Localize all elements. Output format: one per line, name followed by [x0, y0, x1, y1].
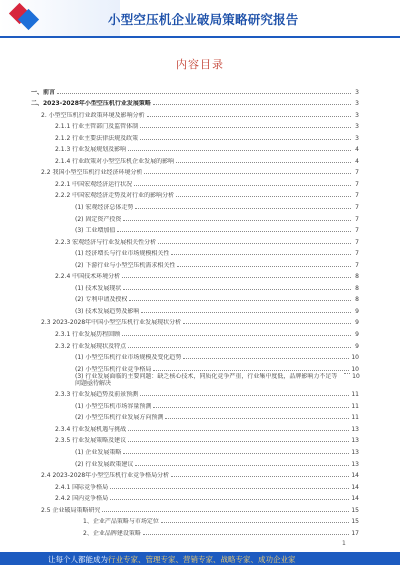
footer-slogan — [48, 554, 296, 565]
toc-leader-dots — [161, 522, 350, 523]
toc-entry-page: 7 — [355, 169, 359, 177]
toc-entry[interactable] — [31, 361, 359, 373]
toc-entry-page: 8 — [355, 296, 359, 304]
toc-entry-title: 2.2.4 中国技术环境分析 — [55, 273, 121, 281]
toc-entry[interactable] — [31, 84, 359, 96]
toc-entry-title: 2.3.2 行业发展现状及特点 — [55, 342, 127, 350]
toc-entry-title: 2、企业品牌建设策略 — [83, 529, 141, 537]
toc-entry-title: 2.1.3 行业发展规划及影响 — [55, 146, 127, 154]
toc-entry[interactable] — [31, 211, 359, 223]
toc-entry-title: (1) 宏观经济总体走势 — [75, 204, 134, 212]
toc-entry-page: 11 — [351, 414, 359, 422]
toc-leader-dots — [141, 312, 351, 313]
toc-entry-page: 13 — [351, 437, 359, 445]
toc-entry-title: 2.2.1 中国宏观经济运行状况 — [55, 180, 133, 188]
toc-entry-title: 2.3.4 行业发展机遇与挑战 — [55, 425, 127, 433]
toc-entry-page: 10 — [351, 365, 359, 373]
footer-highlight: 行业专家、管理专家、营销专家、战略专家、成功企业家 — [108, 555, 296, 564]
toc-leader-dots — [176, 196, 351, 197]
toc-entry-title: (2) 小型空压机行业发展方向预测 — [75, 414, 164, 422]
toc-entry-page: 11 — [351, 391, 359, 399]
toc-entry-page: 7 — [355, 227, 359, 235]
toc-leader-dots — [147, 116, 351, 117]
toc-leader-dots — [122, 335, 351, 336]
footer-lead: 让每个人都能成为 — [48, 555, 108, 564]
report-title: 小型空压机企业破局策略研究报告 — [108, 12, 299, 27]
page-number: 1 — [342, 540, 346, 547]
toc-entry[interactable] — [31, 421, 359, 433]
toc-heading: 内容目录 — [176, 58, 224, 71]
company-logo-icon — [10, 4, 38, 32]
toc-entry-page: 10 — [351, 354, 359, 362]
toc-entry[interactable] — [31, 456, 359, 468]
toc-entry[interactable] — [31, 410, 359, 422]
footer-banner — [0, 552, 400, 565]
toc-entry-title: 2.3 2023-2028年中国小型空压机行业发展现状分析 — [41, 319, 182, 327]
toc-entry[interactable] — [31, 315, 359, 327]
toc-entry[interactable] — [31, 338, 359, 350]
toc-leader-dots — [102, 511, 349, 512]
toc-leader-dots — [129, 300, 351, 301]
toc-entry[interactable] — [31, 280, 359, 292]
toc-entry-page: 13 — [351, 425, 359, 433]
toc-entry-title: 2.2.3 宏观经济与行业发展相关性分析 — [55, 238, 157, 246]
toc-entry-title: 2.1.2 行业主要法律法规及政策 — [55, 134, 139, 142]
toc-leader-dots — [176, 162, 351, 163]
toc-leader-dots — [165, 418, 349, 419]
toc-entry-title: (3) 工业增加值 — [75, 227, 116, 235]
toc-entry[interactable] — [31, 223, 359, 235]
toc-leader-dots — [171, 254, 351, 255]
toc-entry[interactable] — [31, 234, 359, 246]
toc-entry-page: 7 — [355, 215, 359, 223]
toc-entry-title: 2.2.2 中国宏观经济走势及对行业的影响分析 — [55, 192, 175, 200]
toc-entry[interactable] — [31, 165, 359, 177]
toc-entry-title: 2.4 2023-2028年小型空压机行业竞争格局分析 — [41, 472, 170, 480]
toc-leader-dots — [153, 104, 351, 105]
toc-entry[interactable] — [31, 119, 359, 131]
toc-leader-dots — [134, 185, 351, 186]
toc-leader-dots — [143, 534, 350, 535]
toc-entry[interactable] — [31, 326, 359, 338]
toc-entry-page: 9 — [355, 342, 359, 350]
header-divider — [0, 36, 400, 38]
toc-entry-page: 13 — [351, 460, 359, 468]
toc-leader-dots — [140, 127, 351, 128]
toc-entry-title: (1) 企业发展策略 — [75, 448, 122, 456]
toc-leader-dots — [123, 220, 351, 221]
toc-entry[interactable] — [31, 502, 359, 514]
toc-leader-dots — [128, 430, 349, 431]
toc-entry-title: 1、企业产品策略与市场定位 — [83, 518, 159, 526]
table-of-contents — [31, 84, 359, 537]
toc-leader-dots — [128, 441, 349, 442]
toc-entry-page: 4 — [355, 146, 359, 154]
toc-leader-dots — [135, 208, 351, 209]
toc-entry-title: 2.1.4 行业政策对小型空压机企业发展的影响 — [55, 157, 175, 165]
toc-entry-page: 9 — [355, 307, 359, 315]
toc-leader-dots — [177, 266, 351, 267]
toc-leader-dots — [183, 358, 349, 359]
toc-entry-page: 9 — [355, 331, 359, 339]
toc-entry-page: 10 — [352, 372, 360, 380]
toc-entry-page: 14 — [351, 472, 359, 480]
toc-leader-dots — [135, 465, 349, 466]
toc-leader-dots — [122, 277, 351, 278]
toc-leader-dots — [158, 243, 351, 244]
toc-entry[interactable] — [31, 107, 359, 119]
toc-entry-title: 一、前言 — [31, 88, 56, 96]
toc-leader-dots — [57, 93, 351, 94]
toc-entry[interactable] — [31, 269, 359, 281]
toc-leader-dots — [183, 323, 351, 324]
toc-entry-title: (3) 技术发展趋势及影响 — [75, 307, 140, 315]
toc-entry[interactable] — [31, 468, 359, 480]
toc-entry[interactable] — [31, 199, 359, 211]
toc-entry-title: (2) 行业发展政策建议 — [75, 460, 134, 468]
toc-entry-title: 2.4.1 国际竞争格局 — [55, 483, 109, 491]
toc-entry[interactable] — [31, 176, 359, 188]
toc-entry-page: 7 — [355, 261, 359, 269]
toc-entry-page: 7 — [355, 180, 359, 188]
toc-entry-page: 7 — [355, 238, 359, 246]
toc-leader-dots — [140, 395, 349, 396]
toc-entry[interactable] — [31, 188, 359, 200]
toc-entry-title: (2) 固定资产投资 — [75, 215, 122, 223]
toc-entry-page: 11 — [351, 402, 359, 410]
toc-entry-title: 2.5 企业破局策略研究 — [41, 506, 101, 514]
toc-leader-dots — [140, 139, 351, 140]
toc-leader-dots — [144, 173, 351, 174]
toc-entry-page: 8 — [355, 273, 359, 281]
report-header — [0, 0, 400, 38]
toc-entry-title: (1) 经济增长与行业市场规模相关性 — [75, 250, 170, 258]
toc-entry[interactable] — [31, 398, 359, 410]
toc-entry-page: 3 — [355, 100, 359, 108]
toc-entry[interactable] — [31, 257, 359, 269]
toc-leader-dots — [110, 499, 349, 500]
toc-entry-title: 2.3.5 行业发展策略及建议 — [55, 437, 127, 445]
toc-entry[interactable] — [31, 96, 359, 108]
toc-entry-page: 7 — [355, 192, 359, 200]
toc-leader-dots — [171, 476, 349, 477]
toc-leader-dots — [153, 370, 349, 371]
toc-entry-page: 15 — [351, 506, 359, 514]
toc-entry[interactable] — [31, 350, 359, 362]
toc-entry-page: 14 — [351, 483, 359, 491]
toc-leader-dots — [117, 231, 351, 232]
toc-entry-title: 2.3.3 行业发展趋势及前景预测 — [55, 391, 139, 399]
toc-entry[interactable] — [31, 303, 359, 315]
toc-entry[interactable] — [31, 387, 359, 399]
toc-entry[interactable] — [31, 246, 359, 258]
toc-leader-dots — [128, 347, 351, 348]
toc-entry-page: 7 — [355, 204, 359, 212]
toc-entry-title: (1) 小型空压机市场容量预测 — [75, 402, 152, 410]
toc-entry-title: 二、2023-2028年小型空压机行业发展策略 — [31, 100, 151, 108]
toc-entry[interactable] — [31, 292, 359, 304]
toc-leader-dots — [128, 150, 351, 151]
toc-entry[interactable] — [31, 153, 359, 165]
toc-entry-page: 7 — [355, 250, 359, 258]
toc-entry-title: 2.2 我国小型空压机行业经济环境分析 — [41, 169, 143, 177]
toc-entry-title: (1) 技术发展现状 — [75, 284, 122, 292]
toc-entry[interactable] — [31, 514, 359, 526]
toc-entry-title: 2.3.1 行业发展历程回顾 — [55, 331, 121, 339]
toc-entry[interactable] — [31, 479, 359, 491]
toc-entry-page: 3 — [355, 134, 359, 142]
toc-entry-page: 17 — [351, 529, 359, 537]
toc-entry-title: 2. 小型空压机行业政策环境及影响分析 — [41, 111, 145, 119]
toc-leader-dots — [110, 488, 349, 489]
toc-leader-dots — [123, 289, 351, 290]
toc-entry[interactable] — [31, 142, 359, 154]
toc-entry-page: 4 — [355, 157, 359, 165]
toc-entry-title: (2) 下游行业与小型空压机需求相关性 — [75, 261, 176, 269]
toc-entry-page: 3 — [355, 88, 359, 96]
toc-entry-page: 3 — [355, 111, 359, 119]
toc-entry-page: 3 — [355, 123, 359, 131]
toc-entry-page: 14 — [351, 495, 359, 503]
toc-entry-title: (2) 专利申请及授权 — [75, 296, 128, 304]
toc-entry-page: 15 — [351, 518, 359, 526]
toc-entry-title: 2.1.1 行业主管部门及监管体制 — [55, 123, 139, 131]
toc-entry-page: 9 — [355, 319, 359, 327]
toc-leader-dots — [153, 407, 349, 408]
toc-entry-title: (2) 小型空压机行业竞争格局 — [75, 365, 152, 373]
toc-entry-title: (1) 小型空压机行业市场规模及变化趋势 — [75, 354, 182, 362]
toc-entry[interactable] — [31, 130, 359, 142]
toc-leader-dots — [344, 373, 350, 374]
toc-entry-title: (3) 行业发展面临的主要问题：缺乏核心技术，同质化竞争严重，行业集中度低，品牌影响力不足等问题亟待解决 — [75, 372, 338, 387]
toc-entry[interactable] — [31, 433, 359, 445]
toc-entry[interactable] — [31, 525, 359, 537]
toc-entry-title: 2.4.2 国内竞争格局 — [55, 495, 109, 503]
toc-entry[interactable] — [31, 444, 359, 456]
toc-leader-dots — [123, 453, 349, 454]
toc-entry[interactable] — [31, 491, 359, 503]
toc-entry[interactable] — [31, 373, 359, 387]
toc-entry-page: 8 — [355, 284, 359, 292]
toc-entry-page: 13 — [351, 448, 359, 456]
